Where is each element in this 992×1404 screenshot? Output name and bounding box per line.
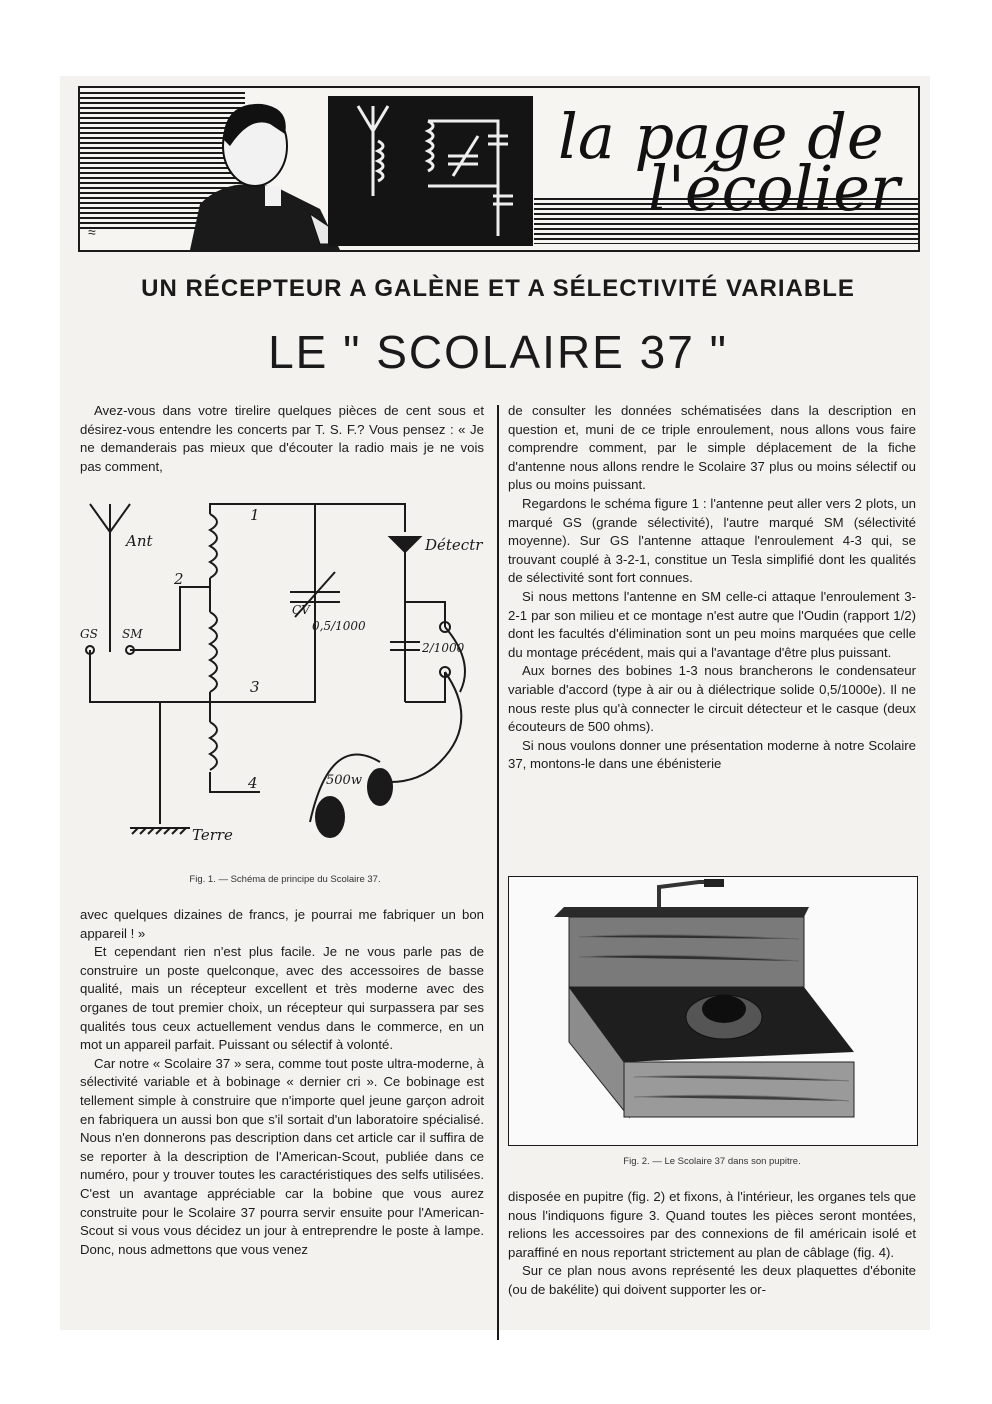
label-ant: Ant: [126, 532, 153, 550]
paragraph: disposée en pupitre (fig. 2) et fixons, à l'intérieur, les organes tels que nous l'indiquons figure 3. Quand toutes les pièces seront montées, relions les accessoires par des connexions de fil américain isolé et paraffiné en nous reportant strictement au plan de câblage (fig. 4).: [508, 1189, 916, 1260]
corner-mark: ≈: [88, 224, 96, 240]
label-terre: Terre: [192, 826, 233, 844]
label-cap-value: 2/1000: [422, 641, 465, 655]
column1-bottom: [80, 906, 484, 1259]
label-cv-value: 0,5/1000: [312, 619, 366, 633]
label-detector: Détectr: [425, 536, 483, 554]
column-divider: [497, 405, 499, 1340]
paragraph: Si nous voulons donner une présentation moderne à notre Scolaire 37, montons-le dans une ébénisterie: [508, 737, 916, 772]
header-banner: [78, 86, 920, 252]
column2-top: [508, 402, 916, 774]
label-gs: GS: [80, 627, 98, 641]
blackboard-circuit: [328, 96, 533, 246]
paragraph: Et cependant rien n'est plus facile. Je ne vous parle pas de construire un poste quelconque, avec des accessoires de basse qualité, mais un récepteur excellent et très moderne avec des organes de tout premier choix, un récepteur qui surpassera par ses qualités tous ceux actuellement vendus dans le commerce, en un mot un appareil parfait. Puissant ou sélectif à volonté.: [80, 944, 484, 1053]
label-cv: CV: [292, 603, 310, 617]
article-title: LE " SCOLAIRE 37 ": [268, 326, 728, 378]
paragraph: Sur ce plan nous avons représenté les deux plaquettes d'ébonite (ou de bakélite) qui doivent supporter les or-: [508, 1263, 916, 1297]
radio-cabinet-illustration: [509, 877, 917, 1145]
paragraph: Avez-vous dans votre tirelire quelques pièces de cent sous et désirez-vous entendre les concerts par T. S. F.? Vous pensez : « Je ne demanderais pas mieux que d'écouter la radio mais je ne vois pas comment,: [80, 403, 484, 474]
paragraph: Car notre « Scolaire 37 » sera, comme tout poste ultra-moderne, à sélectivité variable et à bobinage « dernier cri ». Ce bobinage est tellement simple à construire que n'importe quel jeune garçon adroit en fabriquera un aussi bon que s'il sortait d'un laboratoire spécialisé. Nous n'en donnerons pas description dans cet article car il suffira de se reporter à la description de l'American-Scout, publiée dans ce numéro, pour y trouver toutes les caractéristiques des selfs utilisées. C'est un avantage appréciable car la bobine que vous aurez construite pour le Scolaire 37 pourra servir ensuite pour l'American-Scout si vous vous décidez un jour à entreprendre le poste à lampe. Donc, nous admettons que vous venez: [80, 1055, 484, 1257]
article-subhead: UN RÉCEPTEUR A GALÈNE ET A SÉLECTIVITÉ VARIABLE: [141, 275, 855, 302]
header-title: [558, 100, 920, 250]
label-node1: 1: [250, 506, 260, 524]
paragraph: Regardons le schéma figure 1 : l'antenne peut aller vers 2 plots, un marqué GS (grande sélectivité), l'autre marqué SM (sélectivité moyenne). Sur GS l'antenne attaque l'enroulement 4-3 qui, se trouvant couplé à 3-2-1, constitue un Tesla simplifié dont les qualités de sélectivité sont fort connues.: [508, 495, 916, 586]
column2-bottom: [508, 1188, 916, 1300]
figure1-caption: Fig. 1. — Schéma de principe du Scolaire 37.: [189, 874, 381, 885]
figure1-schematic: [80, 492, 490, 867]
paragraph: Aux bornes des bobines 1-3 nous brancherons le condensateur variable d'accord (type à air ou à diélectrique solide 0,5/1000e). Il ne nous reste plus qu'à connecter le circuit détecteur et le casque (deux écouteurs de 500 ohms).: [508, 663, 916, 735]
figure2-photo: [508, 876, 918, 1146]
paragraph: Si nous mettons l'antenne en SM celle-ci attaque l'enroulement 3-2-1 par son milieu et ce montage n'est autre que l'Oudin (rapport 1/2) dont les facultés d'élimination sont un peu moins marquées que celle du montage précédent, mais qui a l'avantage d'être plus puissant.: [508, 588, 916, 660]
header-title-line1: la page de: [558, 100, 884, 173]
blackboard: [328, 96, 533, 246]
paragraph: de consulter les données schématisées dans la description en question et, muni de ce triple enroulement, nous allons vous faire comprendre comment, par le simple déplacement de la fiche d'antenne nous allons rendre le Scolaire 37 plus ou moins sélectif ou plus ou moins puissant.: [508, 403, 916, 493]
label-node3: 3: [250, 678, 260, 696]
paragraph: avec quelques dizaines de francs, je pourrai me fabriquer un bon appareil ! »: [80, 907, 484, 941]
column1-top: [80, 402, 484, 476]
header-title-line2: l'écolier: [648, 152, 900, 225]
label-phones: 500w: [326, 773, 362, 788]
figure2-caption: Fig. 2. — Le Scolaire 37 dans son pupitre.: [623, 1156, 801, 1167]
circuit-diagram: [80, 492, 490, 867]
label-sm: SM: [122, 627, 143, 641]
label-node4: 4: [248, 774, 258, 792]
label-node2: 2: [174, 570, 184, 588]
